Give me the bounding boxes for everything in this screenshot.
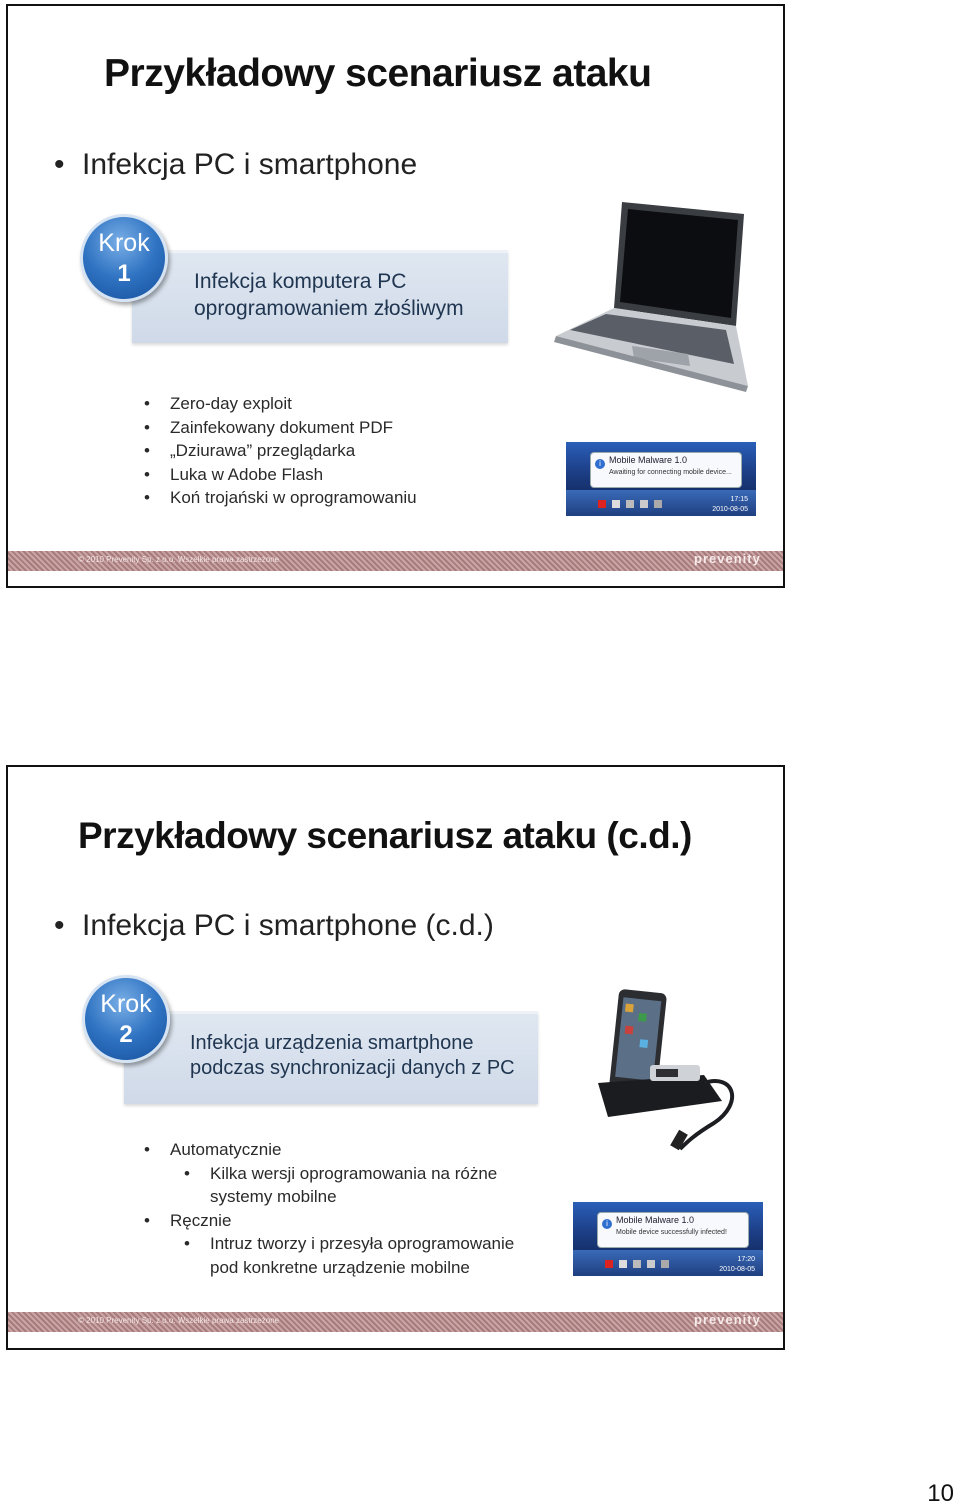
list-item: • Luka w Adobe Flash [144,463,417,487]
taskbar: 17:15 2010-08-05 [566,490,756,516]
sub-list-item-continuation: systemy mobilne [210,1187,337,1206]
list-item-manual: • Ręcznie [144,1209,514,1233]
step-description: Infekcja komputera PC oprogramowaniem złośliwym [194,270,464,320]
page-number: 10 [927,1480,954,1507]
tray-icon [654,500,662,508]
list-item: • Zero-day exploit [144,392,417,416]
smartphone-dock-image [594,983,754,1153]
main-bullet: • Infekcja PC i smartphone [54,148,417,182]
list-item: • Zainfekowany dokument PDF [144,416,417,440]
list-item-automatic: • Automatycznie [144,1138,514,1162]
list-item: • Koń trojański w oprogramowaniu [144,486,417,510]
slide-title: Przykładowy scenariusz ataku [104,52,652,95]
sub-list-item: • Kilka wersji oprogramowania na różne [144,1162,514,1186]
notification-balloon: i Mobile Malware 1.0 Mobile device successfully infected! [597,1212,749,1248]
tray-icon [647,1260,655,1268]
system-tray-screenshot [573,1202,763,1276]
tray-icon [626,500,634,508]
prevenity-logo: prevenity [694,1312,761,1327]
step-badge: Krok 2 [82,975,170,1063]
laptop-image [548,196,758,396]
slide-1 [6,4,785,588]
tray-icon [633,1260,641,1268]
slide-footer: © 2010 Prevenity Sp. z o.o. Wszelkie prawa zastrzeżone prevenity [8,1312,783,1332]
prevenity-logo: prevenity [694,551,761,566]
taskbar: 17:20 2010-08-05 [573,1250,763,1276]
list-item: • „Dziurawa” przeglądarka [144,439,417,463]
info-icon: i [602,1219,612,1229]
step-badge: Krok 1 [80,214,168,302]
step-description: Infekcja urządzenia smartphone podczas synchronizacji danych z PC [190,1032,515,1079]
info-icon: i [595,459,605,469]
tray-icon [640,500,648,508]
malware-tray-icon [598,500,606,508]
sub-list-item-continuation: pod konkretne urządzenie mobilne [210,1257,470,1277]
infection-method-list [144,1138,514,1279]
tray-icon [619,1260,627,1268]
slide-footer: © 2010 Prevenity Sp. z o.o. Wszelkie prawa zastrzeżone prevenity [8,551,783,571]
system-tray-screenshot [566,442,756,516]
sub-list-item: • Intruz tworzy i przesyła oprogramowanie [144,1232,514,1256]
slide-title: Przykładowy scenariusz ataku (c.d.) [78,815,692,856]
slide-2 [6,765,785,1350]
malware-tray-icon [605,1260,613,1268]
tray-icon [612,500,620,508]
main-bullet: • Infekcja PC i smartphone (c.d.) [54,909,494,943]
notification-balloon: i Mobile Malware 1.0 Awaiting for connecting mobile device... [590,452,742,488]
tray-icon [661,1260,669,1268]
attack-vector-list [144,392,417,510]
